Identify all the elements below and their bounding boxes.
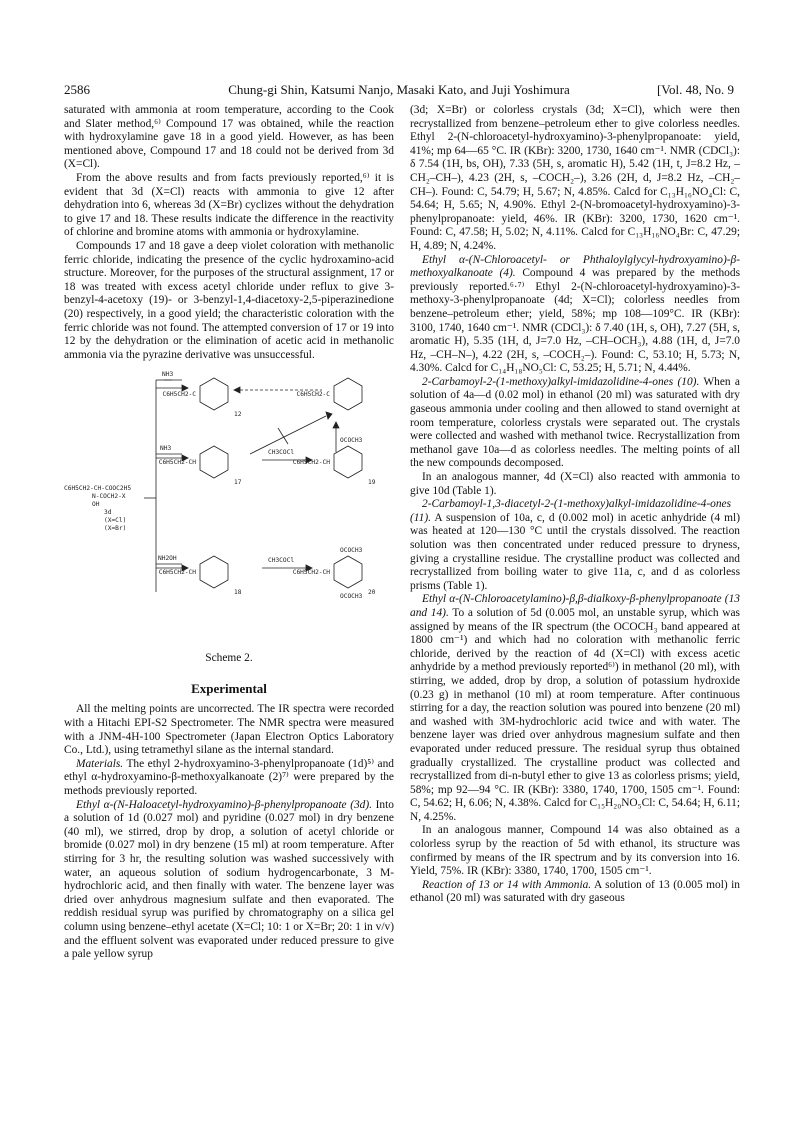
paragraph: saturated with ammonia at room temperature, according to the Cook and Slater method,⁶⁾ Compound 17 was obtained, while the reaction with hydroxylamine gave 18 in a good yield. However, as has been mentioned above, Compound 17 and 18 could not be derived from 3d (X=Cl). — [64, 104, 394, 171]
paragraph-text: To a solution of 5d (0.005 mol, an unstable syrup, which was assigned by means of the IR spectrum (the OCOCH₃ band appeared at 1800 cm⁻¹) and which had no coloration with methanolic ferric chloride, derived by the reaction of 4d (X=Cl) with excess acetic anhydride by a method previously reported⁶⁾) in methanol (20 ml), with stirring, we added, drop by drop, a solution of potassium hydroxide (0.23 g) in methanol (10 ml) at room temperature. After continuous stirring for a day, the reaction solution was poured into benzene (20 ml) and washed with 3M-hydrochloric acid twice and with water. The benzene layer was dried over anhydrous magnesium sulfate and then evaporated under reduced pressure. The residual syrup thus obtained gradually crystallized. The crystalline product was collected and recrystallized from di-n-butyl ether to give 13 as colorless prisms; yield, 58%; mp 92—94 °C. IR (KBr): 3380, 1740, 1700, 1505 cm⁻¹. Found: C, 54.62; H, 6.06; N, 4.38%. Calcd for C₁₅H₂₀NO₅Cl: C, 54.64; H, 6.11; N, 4.25%. — [410, 606, 740, 823]
substituent: C6H5CH2-C — [162, 391, 196, 399]
section-title: Experimental — [191, 680, 267, 696]
compound-number: 20 — [368, 589, 376, 597]
compound-number: 19 — [368, 479, 376, 487]
paragraph — [410, 879, 740, 906]
compound-number: 17 — [234, 479, 242, 487]
paragraph-text: Into a solution of 1d (0.027 mol) and pyridine (0.027 mol) in dry benzene (40 ml), we stirred, drop by drop, a solution of acetyl chloride or bromide (0.027 mol) in dry benzene (15 ml) at room temperature. After stirring for 3 hr, the resulting solution was washed successively with water, an aqueous solution of sodium hydrogencarbonate, 3 M-hydrochloric acid, and then finally with water. The benzene layer was dried over anhydrous magnesium sulfate and then evaporated. The reddish residual syrup was purified by chromatography on a silica gel column using benzene–ethyl acetate (X=Cl; 10: 1 or X=Br; 20: 1 in v/v) and the effluent solvent was evaporated under reduced pressure to give a pale yellow syrup — [64, 798, 394, 961]
start-material: C6H5CH2-CH-COOC2H5 — [64, 485, 132, 493]
compound-number: 18 — [234, 589, 242, 597]
paragraph — [410, 593, 740, 824]
substituent: OCOCH3 — [340, 437, 363, 445]
run-in-heading: Materials. — [76, 757, 124, 770]
scheme-caption: Scheme 2. — [205, 652, 253, 665]
substituent: OCOCH3 — [340, 547, 363, 555]
paragraph — [410, 498, 740, 593]
start-condition: (X=Br) — [104, 525, 127, 533]
run-in-heading: Ethyl α-(N-Haloacetyl-hydroxyamino)-β-phenylpropanoate (3d). — [76, 798, 373, 811]
right-column — [410, 104, 740, 906]
paragraph: Compounds 17 and 18 gave a deep violet coloration with methanolic ferric chloride, indicating the presence of the cyclic hydroxamino-acid structure. Moreover, for the purposes of the structural assignment, 17 or 18 was treated with excess acetyl chloride under reflux to give 3-benzyl-4-acetoxy (19)- or 3-benzyl-1,4-diacetoxy-2,5-piperazinedione (20) respectively, in a good yield; the characteristic coloration with the ferric chloride was not found. The attempted conversion of 17 or 19 into 12 by the dehydration or the elimination of acetic acid in methanolic ammonia via the pyrazine derivative was unsuccessful. — [64, 239, 394, 361]
running-authors: Chung-gi Shin, Katsumi Nanjo, Masaki Kato, and Juji Yoshimura — [228, 82, 570, 97]
reagent-label: NH2OH — [158, 555, 177, 563]
paragraph-text: When a solution of 4a—d (0.02 mol) in ethanol (20 ml) was saturated with dry gaseous ammonia under cooling and then allowed to stand overnight at room temperature, colorless crystals were separated out. The crystals were collected and washed with methanol twice. Recrystallization from methanol gave 10a—d as colorless needles. The melting points of all the new compounds decomposed. — [410, 375, 740, 470]
paragraph: From the above results and from facts previously reported,⁶⁾ it is evident that 3d (X=Cl) reacts with ammonia to give 12 after dehydration into 6, whereas 3d (X=Br) cyclizes without the dehydration to give 17 and 18. These results indicate the difference in the reactivity of chlorine and bromine atoms with ammonia or hydroxylamine. — [64, 171, 394, 239]
reagent-label: CH3COCl — [268, 557, 295, 565]
paragraph — [64, 758, 394, 799]
paragraph: (3d; X=Br) or colorless crystals (3d; X=Cl), which were then recrystallized from benzene–petroleum ether to give colorless needles. Ethyl 2-(N-chloroacetyl-hydroxyamino)-3-phenylpropanoate: yield, 41%; mp 64—65 °C. IR (KBr): 3200, 1730, 1640 cm⁻¹. NMR (CDCl₃): δ 7.54 (1H, bs, OH), 7.33 (5H, s, aromatic H), 5.42 (1H, t, J=8.2 Hz, –CH₂–CH–), 4.23 (2H, s, –COCH₂–), 3.26 (2H, d, J=8.2 Hz, –CH₂–CH–). Found: C, 54.79; H, 5.67; N, 4.85%. Calcd for C₁₃H₁₆NO₄Cl: C, 54.64; H, 5.65; N, 4.90%. Ethyl 2-(N-bromoacetyl-hydroxyamino)-3-phenylpropanoate: yield, 46%. IR (KBr): 3200, 1730, 1620 cm⁻¹. Found: C, 47.58; H, 5.02; N, 4.11%. Calcd for C₁₃H₁₆NO₄Br: C, 47.29; H, 4.89; N, 4.24%. — [410, 104, 740, 252]
run-in-heading: Reaction of 13 or 14 with Ammonia. — [422, 878, 592, 891]
run-in-heading: 2-Carbamoyl-2-(1-methoxy)alkyl-imidazolidine-4-ones (10). — [422, 375, 700, 388]
paragraph: In an analogous manner, 4d (X=Cl) also reacted with ammonia to give 10d (Table 1). — [410, 471, 740, 497]
paragraph — [64, 799, 394, 962]
start-condition: (X=Cl) — [104, 517, 127, 525]
page-header — [64, 82, 734, 100]
substituent: C6H5CH2-CH — [292, 569, 330, 577]
substituent: C6H5CH2-CH — [158, 569, 196, 577]
paragraph — [410, 254, 740, 376]
substituent: C6H5CH2-C — [296, 391, 330, 399]
substituent: C6H5CH2-CH — [292, 459, 330, 467]
reagent-label: NH3 — [160, 445, 172, 453]
start-material: OH — [92, 501, 100, 509]
substituent: OCOCH3 — [340, 593, 363, 601]
reagent-label: CH3COCl — [268, 449, 295, 457]
run-in-heading: Ethyl α-(N-Chloroacetyl- or Phthaloylglycyl-hydroxyamino)-β-methoxyalkanoate (4). — [410, 253, 740, 280]
paragraph: In an analogous manner, Compound 14 was also obtained as a colorless syrup by the reaction of 5d with ethanol, its structure was confirmed by means of the IR spectrum and by its conversion into 16. Yield, 75%. IR (KBr): 3380, 1740, 1700, 1505 cm⁻¹. — [410, 824, 740, 878]
paragraph-text: A suspension of 10a, c, d (0.002 mol) in acetic anhydride (4 ml) was heated at 120—130 °C until the crystals dissolved. The reaction solution was then concentrated under reduced pressure to dryness, giving a crystalline residue. The crystalline product was collected and recrystallized from boiling water to give 11a, c, and d as colorless prisms (Table 1). — [410, 511, 740, 592]
compound-number: 3d — [104, 509, 112, 517]
start-material: N-COCH2-X — [92, 493, 126, 501]
reaction-scheme — [64, 368, 394, 650]
paragraph-text: The ethyl 2-hydroxyamino-3-phenylpropanoate (1d)⁵⁾ and ethyl α-hydroxyamino-β-methoxyalkanoate (2)⁷⁾ were prepared by the methods previously reported. — [64, 757, 394, 798]
paragraph — [410, 376, 740, 471]
compound-number: 12 — [234, 411, 242, 419]
run-in-heading: 2-Carbamoyl-1,3-diacetyl-2-(1-methoxy)alkyl-imidazolidine-4-ones (11). — [410, 498, 732, 524]
page-number: 2586 — [64, 82, 90, 97]
substituent: C6H5CH2-CH — [158, 459, 196, 467]
run-in-heading: Ethyl α-(N-Chloroacetylamino)-β,β-dialkoxy-β-phenylpropanoate (13 and 14). — [410, 593, 740, 619]
left-column — [64, 104, 394, 962]
scheme-drawing — [64, 368, 394, 650]
volume-info: [Vol. 48, No. 9 — [656, 82, 734, 97]
paragraph-text: A solution of 13 (0.005 mol) in ethanol (20 ml) was saturated with dry gaseous — [410, 878, 741, 905]
paragraph: All the melting points are uncorrected. The IR spectra were recorded with a Hitachi EPI-S2 Spectrometer. The NMR spectra were measured with a JNM-4H-100 Spectrometer (Japan Electron Optics Laboratory Co., Ltd.), using tetramethyl silane as the internal standard. — [64, 703, 394, 757]
reagent-label: NH3 — [162, 371, 174, 379]
paragraph-text: Compound 4 was prepared by the methods previously reported.⁶·⁷⁾ Ethyl 2-(N-chloroacetyl-hydroxyamino)-3-methoxy-3-phenylpropanoate (4d; X=Cl); colorless needles from benzene–petroleum ether; yield, 58%; mp 108—109°C. IR (KBr): 3100, 1740, 1640 cm⁻¹. NMR (CDCl₃): δ 7.40 (1H, s, OH), 7.27 (5H, s, aromatic H), 5.35 (1H, d, J=7.0 Hz, –CH–OCH₃), 4.88 (1H, d, J=7.0 Hz, –CH–N–), 4.22 (2H, s, –COCH₂–). Found: C, 53.10; H, 5.73; N, 4.30%. Calcd for C₁₄H₁₈NO₅Cl: C, 53.25; H, 5.71; N, 4.44%. — [410, 267, 740, 375]
